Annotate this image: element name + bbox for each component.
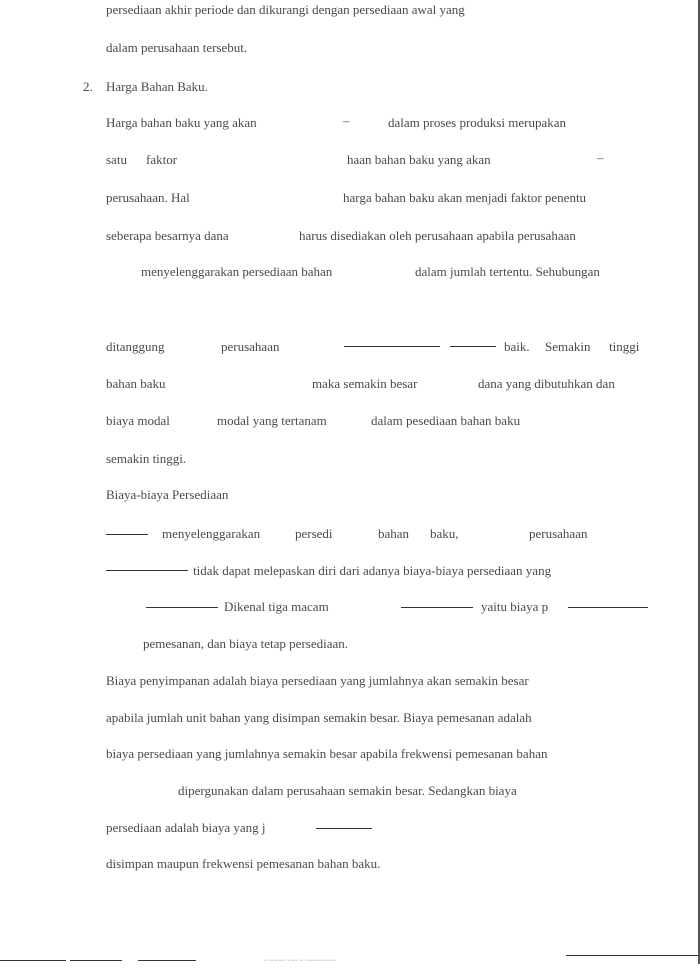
text-line: disimpan maupun frekwensi pemesanan bahan baku. — [106, 856, 381, 871]
text-line: ditanggung — [106, 339, 165, 354]
footer-scan-text: ~ ~~~~ ~~~ ~ ~~~~~~~~ — [264, 957, 336, 965]
redaction-line — [568, 607, 648, 608]
section-heading: Harga Bahan Baku. — [106, 79, 208, 94]
section-heading: Biaya-biaya Persediaan — [106, 487, 229, 502]
text-line: bahan — [378, 526, 410, 541]
text-line: harus disediakan oleh perusahaan apabila perusahaan — [299, 228, 576, 243]
redaction-line — [401, 607, 473, 608]
text-line: biaya persediaan yang jumlahnya semakin besar apabila frekwensi pemesanan bahan — [106, 746, 548, 761]
text-line: baku, — [430, 526, 459, 541]
redaction-line — [106, 534, 148, 535]
text-line: menyelenggarakan — [162, 526, 261, 541]
footer-rule — [70, 960, 122, 961]
text-line: haan bahan baku yang akan — [347, 152, 491, 167]
text-line: Dikenal tiga macam — [224, 599, 329, 614]
text-line: perusahaan — [221, 339, 280, 354]
text-line: modal yang tertanam — [217, 413, 327, 428]
redaction-line — [146, 607, 218, 608]
text-line: dalam jumlah tertentu. Sehubungan — [415, 264, 600, 279]
text-line: yaitu biaya p — [481, 599, 549, 614]
text-line: menyelenggarakan persediaan bahan — [141, 264, 333, 279]
text-line: perusahaan. Hal — [106, 190, 190, 205]
text-line: dalam pesediaan bahan baku — [371, 413, 521, 428]
list-number: 2. — [83, 79, 93, 94]
text-line: faktor — [146, 152, 178, 167]
text-line: harga bahan baku akan menjadi faktor penentu — [343, 190, 587, 205]
text-line: Semakin — [545, 339, 591, 354]
footer-rule — [0, 960, 66, 961]
text-line: persediaan adalah biaya yang j — [106, 820, 266, 835]
text-line: persediaan akhir periode dan dikurangi dengan persediaan awal yang — [106, 2, 465, 17]
text-line: baik. — [504, 339, 530, 354]
redaction-line — [344, 346, 440, 347]
redaction-line — [450, 346, 496, 347]
dash-mark: – — [597, 150, 604, 165]
text-line: perusahaan — [529, 526, 588, 541]
footer-rule — [138, 960, 196, 961]
text-line: dalam perusahaan tersebut. — [106, 40, 248, 55]
text-line: Biaya penyimpanan adalah biaya persediaan yang jumlahnya akan semakin besar — [106, 673, 529, 688]
text-line: dalam proses produksi merupakan — [388, 115, 566, 130]
text-line: tidak dapat melepaskan diri dari adanya biaya-biaya persediaan yang — [193, 563, 552, 578]
text-line: dipergunakan dalam perusahaan semakin besar. Sedangkan biaya — [178, 783, 517, 798]
redaction-line — [106, 570, 188, 571]
redaction-line — [316, 828, 372, 829]
text-line: satu — [106, 152, 127, 167]
footer-rule — [566, 955, 698, 956]
text-line: maka semakin besar — [312, 376, 418, 391]
text-line: persedi — [295, 526, 333, 541]
text-line: bahan baku — [106, 376, 166, 391]
text-line: dana yang dibutuhkan dan — [478, 376, 615, 391]
text-line: tinggi — [609, 339, 640, 354]
text-line: Harga bahan baku yang akan — [106, 115, 257, 130]
dash-mark: – — [343, 113, 350, 128]
text-line: apabila jumlah unit bahan yang disimpan semakin besar. Biaya pemesanan adalah — [106, 710, 532, 725]
text-line: semakin tinggi. — [106, 451, 187, 466]
text-line: seberapa besarnya dana — [106, 228, 229, 243]
text-line: pemesanan, dan biaya tetap persediaan. — [143, 636, 349, 651]
text-line: biaya modal — [106, 413, 170, 428]
